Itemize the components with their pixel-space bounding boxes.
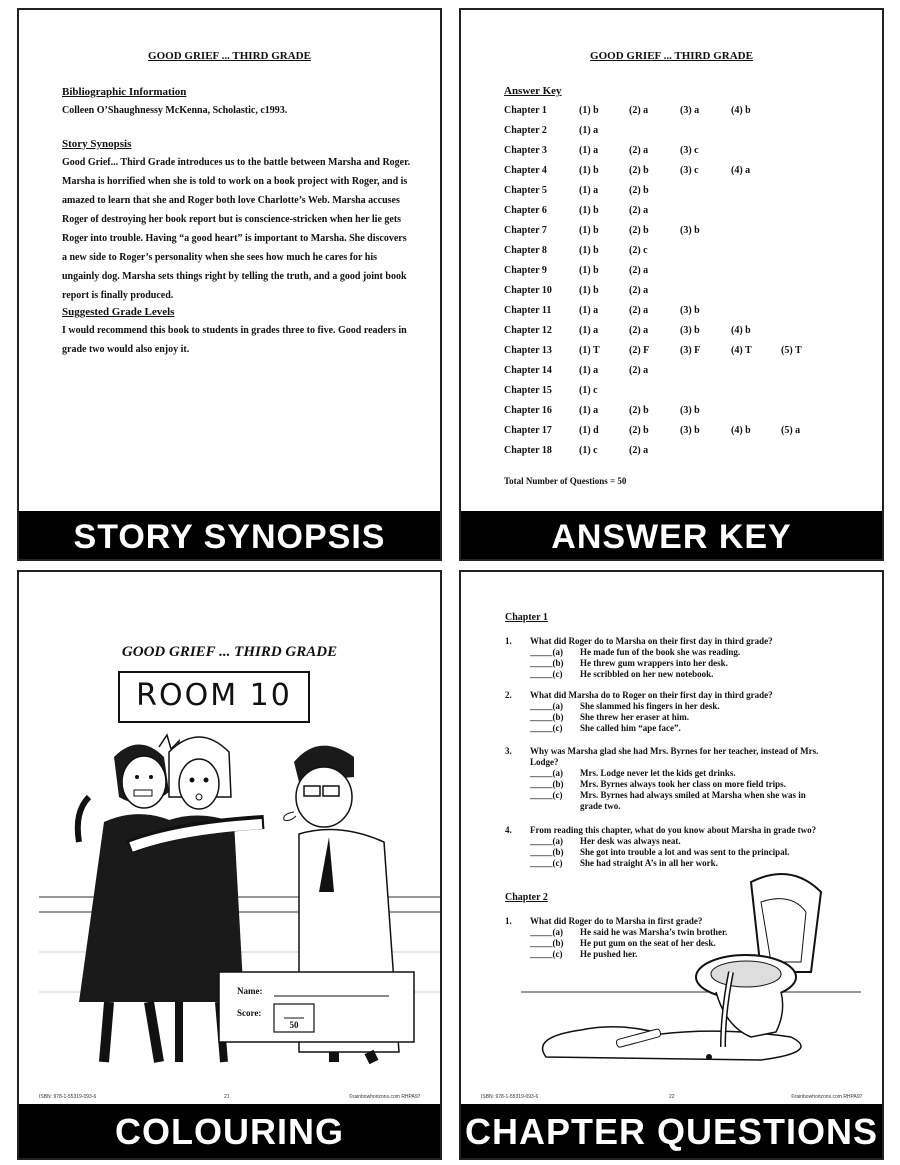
answer-cell: (1) a <box>579 185 599 196</box>
classroom-illustration <box>19 572 442 1072</box>
question-number: 2. <box>505 690 512 700</box>
answer-blank[interactable]: _____(b) <box>530 779 564 789</box>
chapter-2-heading: Chapter 2 <box>505 892 548 903</box>
colouring-page <box>17 570 442 1160</box>
synopsis-line: Roger into trouble. Having “a good heart” is important to Marsha. She discovers <box>62 233 407 244</box>
answer-option[interactable] <box>530 723 681 734</box>
answer-cell: (3) b <box>680 425 700 436</box>
story-synopsis-banner: STORY SYNOPSIS <box>19 511 440 559</box>
option-text: She got into trouble a lot and was sent to the principal. <box>580 847 790 857</box>
synopsis-line: Good Grief... Third Grade introduces us to the battle between Marsha and Roger. <box>62 157 411 168</box>
answer-blank[interactable]: _____(c) <box>530 669 563 679</box>
question-text: Lodge? <box>530 757 559 767</box>
chapter-label: Chapter 5 <box>504 185 547 196</box>
answer-option[interactable] <box>530 779 786 790</box>
answer-blank[interactable]: _____(a) <box>530 647 563 657</box>
colouring-banner: COLOURING <box>19 1104 440 1158</box>
chapter-label: Chapter 18 <box>504 445 552 456</box>
chapter-label: Chapter 8 <box>504 245 547 256</box>
grade-levels-body <box>62 321 432 359</box>
chapter-label: Chapter 11 <box>504 305 552 316</box>
option-text: He made fun of the book she was reading. <box>580 647 741 657</box>
synopsis-line: a new side to Roger’s personality when she sees how much he cares for his <box>62 252 377 263</box>
chapter-label: Chapter 13 <box>504 345 552 356</box>
answer-cell: (1) a <box>579 405 599 416</box>
answer-cell: (5) a <box>781 425 801 436</box>
name-label: Name: <box>237 986 263 996</box>
answer-cell: (4) b <box>731 425 751 436</box>
answer-cell: (3) b <box>680 305 700 316</box>
chapter-label: Chapter 3 <box>504 145 547 156</box>
option-text: Mrs. Byrnes had always smiled at Marsha when she was in <box>580 790 806 800</box>
answer-blank[interactable]: _____(b) <box>530 847 564 857</box>
answer-cell: (2) a <box>629 325 649 336</box>
copyright-footer: ©rainbowhorizons.com RHPA97 <box>349 1094 421 1100</box>
answer-blank[interactable]: _____(b) <box>530 938 564 948</box>
question-number: 4. <box>505 825 512 835</box>
answer-key-heading: Answer Key <box>504 85 562 97</box>
answer-cell: (1) a <box>579 305 599 316</box>
answer-cell: (5) T <box>781 345 802 356</box>
answer-cell: (1) a <box>579 325 599 336</box>
synopsis-line: amazed to learn that she and Roger both love Charlotte’s Web. Marsha accuses <box>62 195 400 206</box>
page-title: GOOD GRIEF ... THIRD GRADE <box>590 50 753 62</box>
synopsis-heading: Story Synopsis <box>62 138 132 150</box>
chapter-label: Chapter 17 <box>504 425 552 436</box>
chapter-label: Chapter 1 <box>504 105 547 116</box>
synopsis-line: Roger of destroying her book report but is conscience-stricken when her lie gets <box>62 214 402 225</box>
answer-cell: (2) b <box>629 165 649 176</box>
copyright-footer: ©rainbowhorizons.com RHPA97 <box>791 1094 863 1100</box>
option-text: He pushed her. <box>580 949 638 959</box>
answer-key-banner: ANSWER KEY <box>461 511 882 559</box>
chapter-label: Chapter 10 <box>504 285 552 296</box>
answer-option[interactable] <box>530 836 681 847</box>
answer-blank[interactable]: _____(c) <box>530 949 563 959</box>
total-questions: Total Number of Questions = 50 <box>504 476 627 486</box>
option-text: Mrs. Lodge never let the kids get drinks. <box>580 768 736 778</box>
answer-option[interactable] <box>530 658 728 669</box>
answer-cell: (4) a <box>731 165 751 176</box>
answer-blank[interactable]: _____(c) <box>530 858 563 868</box>
answer-cell: (2) a <box>629 365 649 376</box>
answer-blank[interactable]: _____(c) <box>530 723 563 733</box>
answer-cell: (2) b <box>629 425 649 436</box>
bibliographic-heading: Bibliographic Information <box>62 86 187 98</box>
answer-option[interactable] <box>530 669 713 680</box>
grade-levels-heading: Suggested Grade Levels <box>62 306 175 318</box>
grade-line: grade two would also enjoy it. <box>62 344 190 355</box>
answer-cell: (1) b <box>579 265 599 276</box>
answer-cell: (3) b <box>680 405 700 416</box>
page-title: GOOD GRIEF ... THIRD GRADE <box>148 50 311 62</box>
option-text: Mrs. Byrnes always took her class on more field trips. <box>580 779 786 789</box>
answer-option[interactable] <box>530 790 806 801</box>
chapter-label: Chapter 12 <box>504 325 552 336</box>
answer-cell: (2) a <box>629 305 649 316</box>
answer-blank[interactable]: _____(b) <box>530 712 564 722</box>
chapter-label: Chapter 7 <box>504 225 547 236</box>
answer-cell: (4) b <box>731 105 751 116</box>
chapter-label: Chapter 6 <box>504 205 547 216</box>
answer-cell: (2) a <box>629 265 649 276</box>
answer-cell: (1) c <box>579 445 598 456</box>
answer-cell: (1) b <box>579 165 599 176</box>
synopsis-line: ungainly dog. Marsha sets things right by telling the truth, and a good joint book <box>62 271 407 282</box>
answer-cell: (1) b <box>579 205 599 216</box>
page-number: 22 <box>669 1094 675 1100</box>
option-text: grade two. <box>580 801 621 811</box>
bibliographic-text: Colleen O’Shaughnessy McKenna, Scholastic, c1993. <box>62 105 288 116</box>
answer-cell: (3) c <box>680 145 699 156</box>
question-number: 3. <box>505 746 512 756</box>
chapter-label: Chapter 9 <box>504 265 547 276</box>
grade-line: I would recommend this book to students in grades three to five. Good readers in <box>62 325 407 336</box>
answer-blank[interactable]: _____(c) <box>530 790 563 800</box>
answer-cell: (3) c <box>680 165 699 176</box>
option-text: He threw gum wrappers into her desk. <box>580 658 728 668</box>
toilet-illustration <box>461 862 884 1062</box>
option-text: She slammed his fingers in her desk. <box>580 701 720 711</box>
chapter-label: Chapter 15 <box>504 385 552 396</box>
answer-key-page <box>459 8 884 561</box>
option-text: He said he was Marsha’s twin brother. <box>580 927 728 937</box>
answer-cell: (2) b <box>629 225 649 236</box>
option-text: She threw her eraser at him. <box>580 712 689 722</box>
question-number: 1. <box>505 636 512 646</box>
answer-blank[interactable]: _____(a) <box>530 836 563 846</box>
answer-cell: (2) a <box>629 285 649 296</box>
option-text: He scribbled on her new notebook. <box>580 669 714 679</box>
chapter-label: Chapter 14 <box>504 365 552 376</box>
question-number: 1. <box>505 916 512 926</box>
synopsis-line: Marsha is horrified when she is told to work on a book project with Roger, and is <box>62 176 408 187</box>
answer-option[interactable] <box>530 712 689 723</box>
answer-blank[interactable]: _____(a) <box>530 927 563 937</box>
answer-cell: (2) b <box>629 405 649 416</box>
room-sign-text: ROOM 10 <box>136 678 292 713</box>
answer-cell: (1) b <box>579 285 599 296</box>
chapter-questions-banner: CHAPTER QUESTIONS <box>461 1104 882 1158</box>
answer-cell: (1) b <box>579 105 599 116</box>
answer-cell: (1) c <box>579 385 598 396</box>
option-text: Her desk was always neat. <box>580 836 681 846</box>
score-total: 50 <box>289 1020 299 1030</box>
question-text: Why was Marsha glad she had Mrs. Byrnes for her teacher, instead of Mrs. <box>530 746 819 756</box>
answer-cell: (2) a <box>629 105 649 116</box>
chapter-questions-page <box>459 570 884 1160</box>
answer-cell: (2) b <box>629 185 649 196</box>
answer-cell: (2) a <box>629 445 649 456</box>
answer-cell: (3) F <box>680 345 701 356</box>
score-label: Score: <box>237 1008 262 1018</box>
answer-cell: (2) a <box>629 205 649 216</box>
answer-cell: (2) F <box>629 345 650 356</box>
answer-option[interactable] <box>530 847 789 858</box>
answer-cell: (1) a <box>579 365 599 376</box>
answer-cell: (4) b <box>731 325 751 336</box>
answer-cell: (1) T <box>579 345 600 356</box>
answer-cell: (1) b <box>579 245 599 256</box>
answer-cell: (1) d <box>579 425 599 436</box>
synopsis-line: report is finally produced. <box>62 290 174 301</box>
chapter-label: Chapter 16 <box>504 405 552 416</box>
option-text: He put gum on the seat of her desk. <box>580 938 716 948</box>
page-title: GOOD GRIEF ... THIRD GRADE <box>121 644 338 660</box>
option-text: She had straight A’s in all her work. <box>580 858 718 868</box>
answer-blank[interactable]: _____(a) <box>530 701 563 711</box>
answer-cell: (3) b <box>680 225 700 236</box>
answer-cell: (1) a <box>579 145 599 156</box>
answer-cell: (3) b <box>680 325 700 336</box>
chapter-label: Chapter 2 <box>504 125 547 136</box>
isbn-footer: ISBN: 978-1-55319-093-6 <box>481 1094 539 1100</box>
option-text: She called him “ape face”. <box>580 723 681 733</box>
answer-cell: (4) T <box>731 345 752 356</box>
page-number: 21 <box>224 1094 230 1100</box>
question-text: What did Roger do to Marsha in first grade? <box>530 916 703 926</box>
answer-option[interactable] <box>530 801 621 812</box>
answer-blank[interactable]: _____(b) <box>530 658 564 668</box>
answer-option[interactable] <box>530 647 740 658</box>
story-synopsis-page <box>17 8 442 561</box>
answer-option[interactable] <box>530 701 720 712</box>
synopsis-body <box>62 153 432 305</box>
answer-option[interactable] <box>530 768 736 779</box>
question-text: What did Roger do to Marsha on their first day in third grade? <box>530 636 773 646</box>
desk <box>219 972 414 1042</box>
answer-cell: (2) c <box>629 245 648 256</box>
answer-cell: (1) a <box>579 125 599 136</box>
isbn-footer: ISBN: 978-1-55319-093-6 <box>39 1094 97 1100</box>
answer-cell: (3) a <box>680 105 700 116</box>
question-text: From reading this chapter, what do you know about Marsha in grade two? <box>530 825 817 835</box>
chapter-label: Chapter 4 <box>504 165 547 176</box>
chapter-1-heading: Chapter 1 <box>505 612 548 623</box>
answer-cell: (1) b <box>579 225 599 236</box>
question-text: What did Marsha do to Roger on their first day in third grade? <box>530 690 773 700</box>
answer-cell: (2) a <box>629 145 649 156</box>
answer-blank[interactable]: _____(a) <box>530 768 563 778</box>
